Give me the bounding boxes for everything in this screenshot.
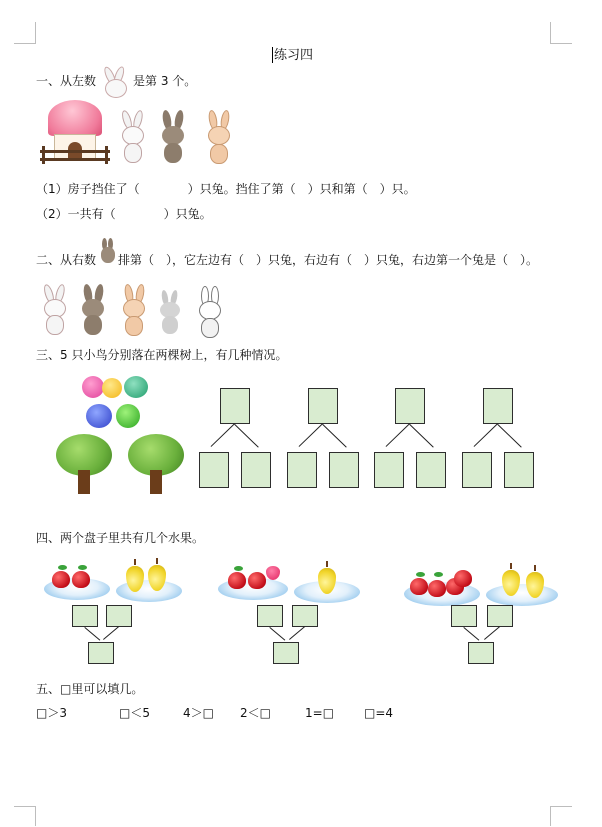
apple-icon — [72, 571, 90, 588]
q3-bond-3-right-box[interactable] — [416, 452, 446, 488]
q3-bond-3-left-box[interactable] — [374, 452, 404, 488]
text-cursor — [272, 47, 273, 63]
bird-green-icon — [116, 404, 140, 428]
q4-bond-2-left-box[interactable] — [257, 605, 283, 627]
q3-bond-1-right-box[interactable] — [241, 452, 271, 488]
apple-icon — [228, 572, 246, 589]
leaf-icon — [434, 572, 443, 577]
q3-bond-2-line-left — [299, 423, 323, 447]
bird-yellow-icon — [102, 378, 122, 398]
q1-prompt-start: 一、从左数 — [36, 74, 97, 88]
q2-rabbit-tan-icon — [116, 284, 152, 338]
q2-rabbit-grey-icon — [156, 290, 184, 336]
q4-bond-1-total-box[interactable] — [88, 642, 114, 664]
pear-stem-icon — [134, 559, 136, 565]
pear-stem-icon — [534, 565, 536, 571]
q5-item-5[interactable]: 1=□ — [305, 706, 335, 720]
bird-pink-icon — [82, 376, 104, 398]
q3-bond-1-top-box[interactable] — [220, 388, 250, 424]
q1-inline-rabbit-icon — [101, 66, 131, 96]
pear-stem-icon — [326, 561, 328, 567]
tree-right-icon — [128, 434, 184, 494]
q5-item-3[interactable]: 4＞□ — [183, 706, 214, 720]
q5-prompt: 五、□里可以填几。 — [36, 682, 144, 696]
leaf-icon — [416, 572, 425, 577]
q5-item-6[interactable]: □=4 — [364, 706, 394, 720]
q3-bond-4-top-box[interactable] — [483, 388, 513, 424]
q1-rabbit-tan-icon — [200, 110, 238, 168]
q4-bond-3-line-right — [484, 626, 500, 640]
q4-bond-1-left-box[interactable] — [72, 605, 98, 627]
leaf-icon — [234, 566, 243, 571]
apple-icon — [52, 571, 70, 588]
q1-rabbit-white-icon — [116, 110, 150, 166]
q2-rabbit-white-icon — [38, 284, 72, 336]
pear-stem-icon — [510, 563, 512, 569]
q2-inline-rabbit-icon — [99, 238, 117, 264]
house-icon — [40, 100, 110, 166]
leaf-icon — [58, 565, 67, 570]
q4-bond-1-right-box[interactable] — [106, 605, 132, 627]
q2-prompt-end: 排第（ ），它左边有（ ）只兔，右边有（ ）只兔，右边第一个兔是（ ）。 — [118, 253, 539, 267]
tree-left-icon — [56, 434, 112, 494]
crop-mark-top-left — [14, 22, 36, 44]
apple-icon — [410, 578, 428, 595]
q3-bond-4-line-left — [474, 423, 498, 447]
q4-bond-3-left-box[interactable] — [451, 605, 477, 627]
q2-rabbit-brown-icon — [76, 284, 110, 336]
q4-bond-3-right-box[interactable] — [487, 605, 513, 627]
apple-icon — [454, 570, 472, 587]
q1-prompt-end: 是第 3 个。 — [133, 74, 197, 88]
apple-icon — [428, 580, 446, 597]
q4-bond-3-total-box[interactable] — [468, 642, 494, 664]
q3-bond-1-left-box[interactable] — [199, 452, 229, 488]
q3-bond-2-top-box[interactable] — [308, 388, 338, 424]
q4-bond-1-line-left — [84, 627, 100, 641]
q5-item-1[interactable]: □＞3 — [36, 706, 67, 720]
crop-mark-bottom-right — [550, 806, 572, 826]
q2-prompt-start: 二、从右数 — [36, 253, 97, 267]
q4-bond-3-line-left — [463, 627, 479, 641]
q4-prompt: 四、两个盘子里共有几个水果。 — [36, 531, 205, 545]
q4-bond-2-line-left — [269, 627, 285, 641]
q3-bond-2-right-box[interactable] — [329, 452, 359, 488]
leaf-icon — [78, 565, 87, 570]
q4-bond-2-line-right — [289, 626, 305, 640]
q4-bond-1-line-right — [103, 626, 119, 640]
crop-mark-bottom-left — [14, 806, 36, 826]
page-title[interactable]: 练习四 — [274, 48, 314, 63]
q3-bond-4-line-right — [497, 424, 521, 448]
q3-bond-4-right-box[interactable] — [504, 452, 534, 488]
q4-bond-2-right-box[interactable] — [292, 605, 318, 627]
strawberry-icon — [266, 566, 280, 580]
q1-rabbit-brown-icon — [155, 110, 191, 166]
q3-bond-3-line-right — [409, 424, 433, 448]
q3-bond-1-line-left — [211, 423, 235, 447]
crop-mark-top-right — [550, 22, 572, 44]
q3-bond-3-top-box[interactable] — [395, 388, 425, 424]
q5-item-4[interactable]: 2＜□ — [240, 706, 271, 720]
pear-stem-icon — [156, 558, 158, 564]
apple-icon — [248, 572, 266, 589]
q1-sub-question-2: （2）一共有（ ）只兔。 — [36, 207, 212, 221]
q2-rabbit-outline-icon — [194, 286, 226, 338]
q1-sub-question-1: （1）房子挡住了（ ）只兔。挡住了第（ ）只和第（ ）只。 — [36, 182, 416, 196]
q3-bond-2-left-box[interactable] — [287, 452, 317, 488]
q3-bond-1-line-right — [234, 424, 258, 448]
q3-prompt: 三、5 只小鸟分别落在两棵树上，有几种情况。 — [36, 348, 288, 362]
bird-blue-icon — [86, 404, 112, 428]
q4-bond-2-total-box[interactable] — [273, 642, 299, 664]
q3-bond-3-line-left — [386, 423, 410, 447]
q5-item-2[interactable]: □＜5 — [119, 706, 150, 720]
plate-pears-3 — [486, 584, 558, 606]
q3-bond-4-left-box[interactable] — [462, 452, 492, 488]
q3-bond-2-line-right — [322, 424, 346, 448]
bird-teal-icon — [124, 376, 148, 398]
